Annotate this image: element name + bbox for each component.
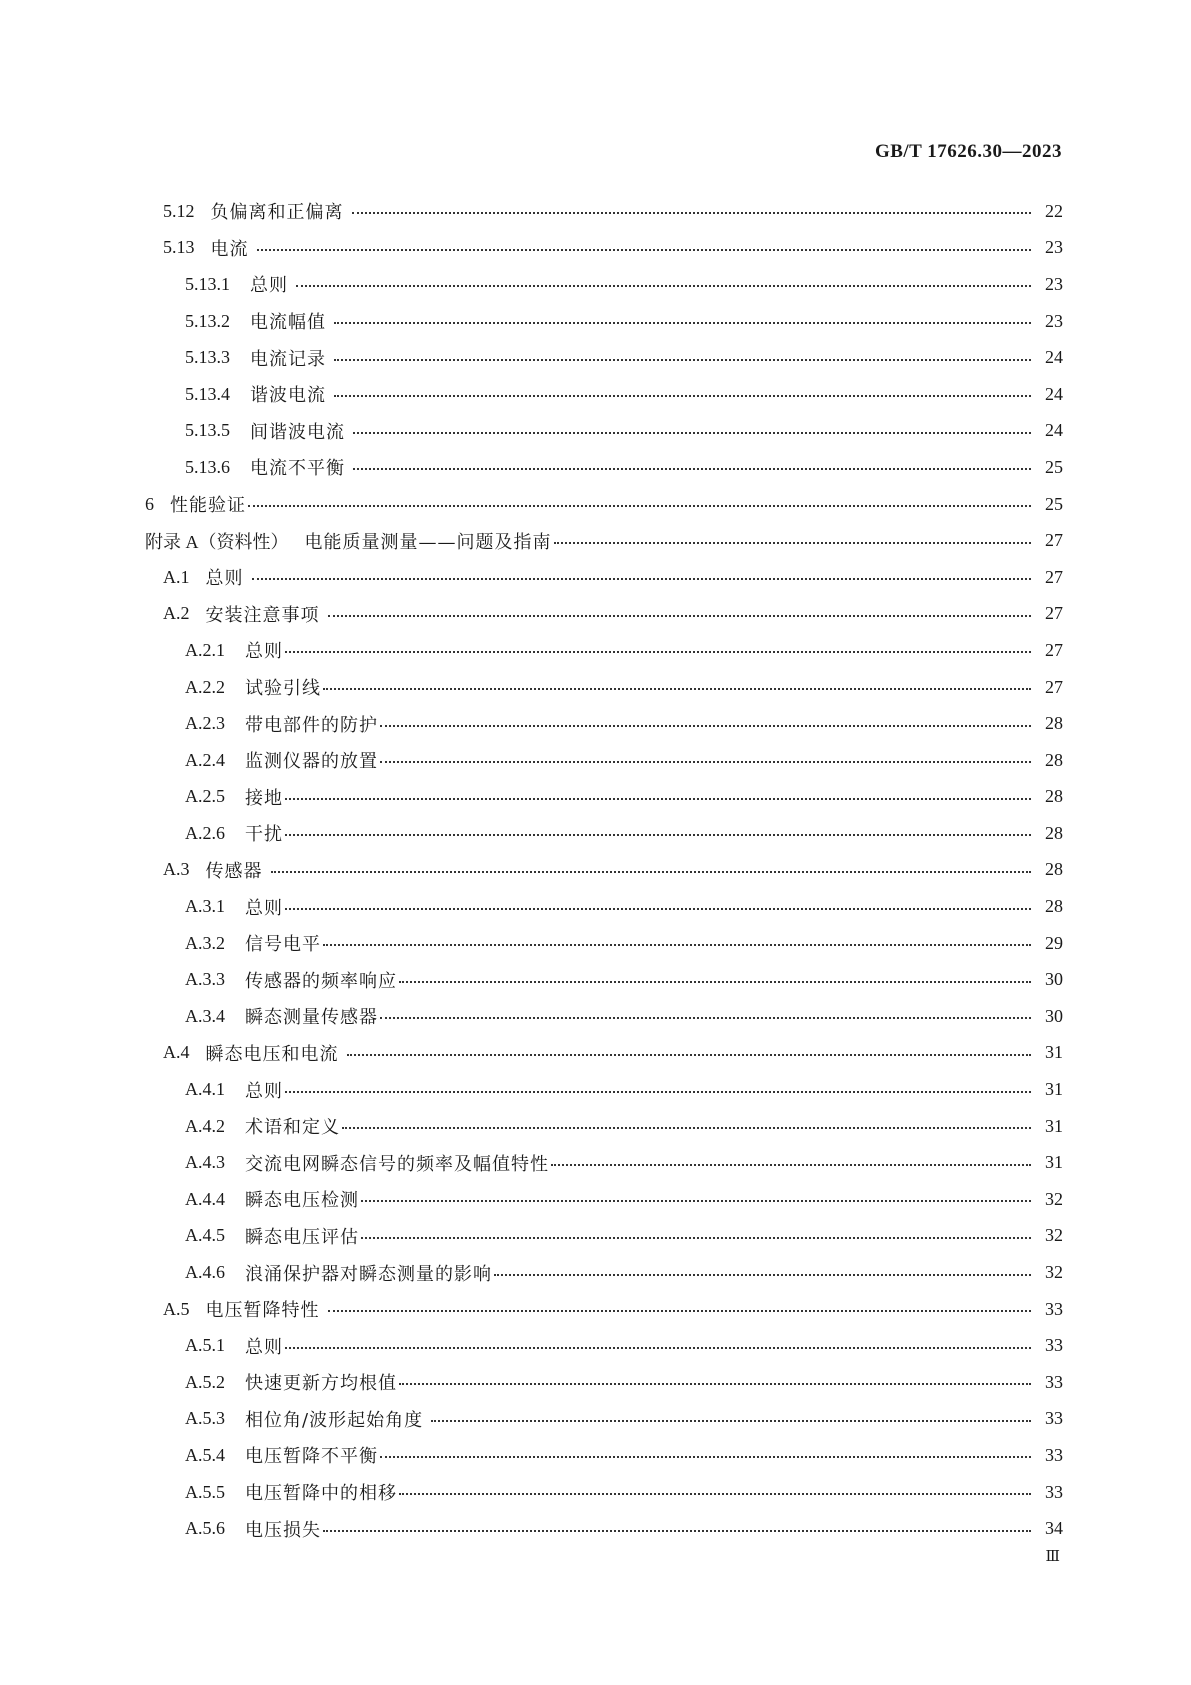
toc-entry[interactable] [145,266,1063,303]
toc-entry-title: 电流不平衡 [250,458,345,480]
toc-entry-title: 传感器的频率响应 [245,970,397,992]
toc-entry[interactable] [145,1474,1063,1511]
toc-entry-title: 信号电平 [245,934,321,956]
toc-entry-page: 33 [1045,1481,1063,1502]
toc-dot-leader [353,432,1031,434]
toc-entry-page: 27 [1045,639,1063,660]
toc-entry-number: A.4.6 [185,1262,225,1283]
toc-entry-title: 总则 [245,1336,283,1358]
toc-entry-page: 30 [1045,1005,1063,1026]
toc-entry[interactable] [145,303,1063,340]
toc-entry-number: A.5 [163,1298,190,1319]
toc-entry-page: 31 [1045,1152,1063,1173]
toc-entry-page: 24 [1045,420,1063,441]
toc-entry-number: A.4.3 [185,1152,225,1173]
toc-dot-leader [328,1310,1032,1312]
toc-entry-page: 27 [1045,603,1063,624]
toc-entry[interactable] [145,1327,1063,1364]
toc-entry-page: 23 [1045,237,1063,258]
toc-entry-number: 5.13.2 [185,310,230,331]
toc-entry-title: 性能验证 [170,495,246,517]
toc-entry-title: 电流幅值 [250,312,326,334]
toc-entry-page: 27 [1045,676,1063,697]
toc-entry-page: 33 [1045,1444,1063,1465]
toc-entry[interactable] [145,1218,1063,1255]
toc-entry-title: 电压暂降不平衡 [245,1446,378,1468]
toc-dot-leader [399,1493,1031,1495]
toc-entry-number: A.3.4 [185,1005,225,1026]
toc-entry[interactable] [145,998,1063,1035]
toc-entry-number: 6 [145,493,154,514]
toc-entry[interactable] [145,925,1063,962]
toc-entry-title: 传感器 [205,860,263,882]
toc-entry-number: A.3 [163,859,190,880]
toc-entry[interactable] [145,596,1063,633]
toc-entry-number: 附录 A（资料性） [145,531,289,552]
toc-entry-title: 间谐波电流 [250,421,345,443]
toc-dot-leader [399,981,1031,983]
toc-dot-leader [271,871,1032,873]
toc-entry-page: 28 [1045,859,1063,880]
toc-entry[interactable] [145,486,1063,523]
toc-entry[interactable] [145,230,1063,267]
toc-entry-title: 瞬态电压检测 [245,1190,359,1212]
toc-entry[interactable] [145,888,1063,925]
toc-entry[interactable] [145,1291,1063,1328]
toc-entry[interactable] [145,1364,1063,1401]
toc-dot-leader [380,1456,1031,1458]
toc-entry-title: 负偏离和正偏离 [210,202,344,224]
toc-entry-number: A.5.6 [185,1518,225,1539]
toc-entry-number: A.2 [163,603,190,624]
toc-entry-number: A.5.4 [185,1444,225,1465]
toc-entry-page: 28 [1045,786,1063,807]
toc-entry-title: 瞬态电压评估 [245,1226,359,1248]
toc-entry-title: 电流记录 [250,348,326,370]
toc-entry[interactable] [145,742,1063,779]
toc-entry-page: 23 [1045,273,1063,294]
toc-dot-leader [285,1347,1031,1349]
toc-entry[interactable] [145,1254,1063,1291]
toc-entry-title: 浪涌保护器对瞬态测量的影响 [245,1263,492,1285]
toc-entry-title: 瞬态测量传感器 [245,1007,378,1029]
toc-entry-number: A.4.5 [185,1225,225,1246]
toc-dot-leader [257,249,1032,251]
toc-entry-page: 34 [1045,1518,1063,1539]
toc-entry-page: 33 [1045,1371,1063,1392]
toc-dot-leader [285,908,1031,910]
toc-entry-page: 32 [1045,1225,1063,1246]
toc-entry[interactable] [145,815,1063,852]
toc-entry[interactable] [145,961,1063,998]
toc-entry-page: 30 [1045,969,1063,990]
toc-entry-number: A.5.3 [185,1408,225,1429]
toc-entry[interactable] [145,632,1063,669]
toc-entry[interactable] [145,1144,1063,1181]
toc-entry-number: A.2.3 [185,713,225,734]
toc-entry-page: 31 [1045,1042,1063,1063]
toc-entry[interactable] [145,339,1063,376]
toc-entry-number: A.5.2 [185,1371,225,1392]
toc-entry-page: 33 [1045,1298,1063,1319]
toc-entry-page: 23 [1045,310,1063,331]
toc-dot-leader [334,395,1031,397]
toc-entry-title: 安装注意事项 [205,604,320,626]
toc-entry-number: A.4.4 [185,1188,225,1209]
toc-dot-leader [380,1017,1031,1019]
toc-entry-page: 32 [1045,1188,1063,1209]
toc-entry-number: 5.13.3 [185,347,230,368]
toc-entry-title: 电压损失 [245,1519,321,1541]
toc-dot-leader [285,834,1031,836]
toc-entry-page: 28 [1045,896,1063,917]
toc-entry-page: 32 [1045,1262,1063,1283]
toc-entry-title: 交流电网瞬态信号的频率及幅值特性 [245,1153,549,1175]
toc-dot-leader [334,322,1031,324]
toc-entry-title: 监测仪器的放置 [245,751,378,773]
toc-dot-leader [323,1530,1031,1532]
toc-entry-title: 快速更新方均根值 [245,1373,397,1395]
toc-entry[interactable] [145,1401,1063,1438]
toc-dot-leader [285,651,1031,653]
toc-dot-leader [380,761,1031,763]
toc-entry-number: A.2.6 [185,822,225,843]
toc-entry-page: 31 [1045,1079,1063,1100]
toc-entry-page: 33 [1045,1335,1063,1356]
toc-dot-leader [380,725,1031,727]
toc-entry[interactable] [145,193,1063,230]
toc-entry[interactable] [145,669,1063,706]
toc-entry-title: 带电部件的防护 [245,714,378,736]
toc-entry[interactable] [145,1181,1063,1218]
toc-entry-page: 25 [1045,493,1063,514]
toc-entry-page: 29 [1045,932,1063,953]
toc-dot-leader [342,1127,1031,1129]
toc-entry-number: 5.13.4 [185,383,230,404]
toc-entry-number: A.2.5 [185,786,225,807]
toc-entry-number: A.5.1 [185,1335,225,1356]
toc-entry-title: 总则 [245,641,283,663]
toc-entry[interactable] [145,1071,1063,1108]
toc-entry-number: A.3.3 [185,969,225,990]
toc-dot-leader [347,1054,1032,1056]
toc-entry-page: 25 [1045,456,1063,477]
toc-entry-number: A.5.5 [185,1481,225,1502]
toc-entry[interactable] [145,413,1063,450]
toc-entry-page: 24 [1045,347,1063,368]
toc-entry-page: 31 [1045,1115,1063,1136]
toc-entry-number: A.2.4 [185,749,225,770]
toc-dot-leader [328,615,1032,617]
toc-dot-leader [334,359,1031,361]
toc-entry-title: 术语和定义 [245,1117,340,1139]
toc-entry-page: 27 [1045,530,1063,551]
toc-entry-number: 5.13.5 [185,420,230,441]
toc-dot-leader [285,798,1031,800]
toc-entry-number: A.1 [163,566,190,587]
toc-entry[interactable] [145,522,1063,559]
toc-entry-title: 干扰 [245,824,283,846]
toc-entry-title: 电流 [210,238,249,260]
toc-entry-title: 总则 [245,1080,283,1102]
toc-dot-leader [431,1420,1031,1422]
toc-dot-leader [353,468,1031,470]
toc-dot-leader [323,688,1031,690]
toc-entry[interactable] [145,1510,1063,1547]
toc-entry[interactable] [145,852,1063,889]
toc-dot-leader [399,1383,1031,1385]
toc-entry[interactable] [145,705,1063,742]
toc-entry-title: 试验引线 [245,678,321,700]
toc-dot-leader [551,1164,1031,1166]
toc-entry-number: A.4 [163,1042,190,1063]
toc-entry-title: 谐波电流 [250,385,326,407]
toc-dot-leader [361,1200,1031,1202]
toc-entry-title: 电压暂降特性 [205,1300,320,1322]
toc-entry[interactable] [145,376,1063,413]
toc-entry-title: 接地 [245,787,283,809]
toc-dot-leader [352,212,1032,214]
toc-entry-number: 5.13.6 [185,456,230,477]
document-code: GB/T 17626.30—2023 [874,141,1062,162]
toc-dot-leader [285,1091,1031,1093]
toc-dot-leader [296,285,1031,287]
toc-entry-title: 瞬态电压和电流 [205,1043,339,1065]
toc-entry-page: 24 [1045,383,1063,404]
toc-entry-title: 总则 [250,275,288,297]
toc-dot-leader [361,1237,1031,1239]
toc-entry-number: A.3.1 [185,896,225,917]
toc-entry-page: 28 [1045,713,1063,734]
toc-dot-leader [554,542,1032,544]
toc-entry-page: 28 [1045,822,1063,843]
toc-entry-title: 总则 [245,897,283,919]
toc-entry[interactable] [145,779,1063,816]
toc-entry-page: 33 [1045,1408,1063,1429]
toc-entry[interactable] [145,559,1063,596]
toc-entry-title: 电压暂降中的相移 [245,1483,397,1505]
toc-entry-title: 电能质量测量——问题及指南 [304,531,552,553]
toc-entry-number: A.2.1 [185,639,225,660]
table-of-contents [145,193,1063,1547]
toc-entry-page: 22 [1045,200,1063,221]
toc-entry-number: 5.13.1 [185,273,230,294]
toc-dot-leader [494,1274,1031,1276]
toc-dot-leader [323,944,1031,946]
page-number: Ⅲ [1045,1549,1060,1565]
toc-entry-number: 5.13 [163,237,195,258]
toc-entry-number: A.3.2 [185,932,225,953]
toc-entry-number: A.4.2 [185,1115,225,1136]
toc-entry-page: 27 [1045,566,1063,587]
toc-entry[interactable] [145,449,1063,486]
toc-dot-leader [252,578,1032,580]
toc-entry-number: A.2.2 [185,676,225,697]
toc-entry-number: A.4.1 [185,1079,225,1100]
toc-entry[interactable] [145,1437,1063,1474]
toc-entry[interactable] [145,1108,1063,1145]
toc-entry[interactable] [145,1035,1063,1072]
toc-entry-page: 28 [1045,749,1063,770]
toc-dot-leader [248,505,1031,507]
toc-entry-title: 相位角/波形起始角度 [245,1409,424,1431]
toc-entry-number: 5.12 [163,200,195,221]
toc-entry-title: 总则 [205,568,244,590]
